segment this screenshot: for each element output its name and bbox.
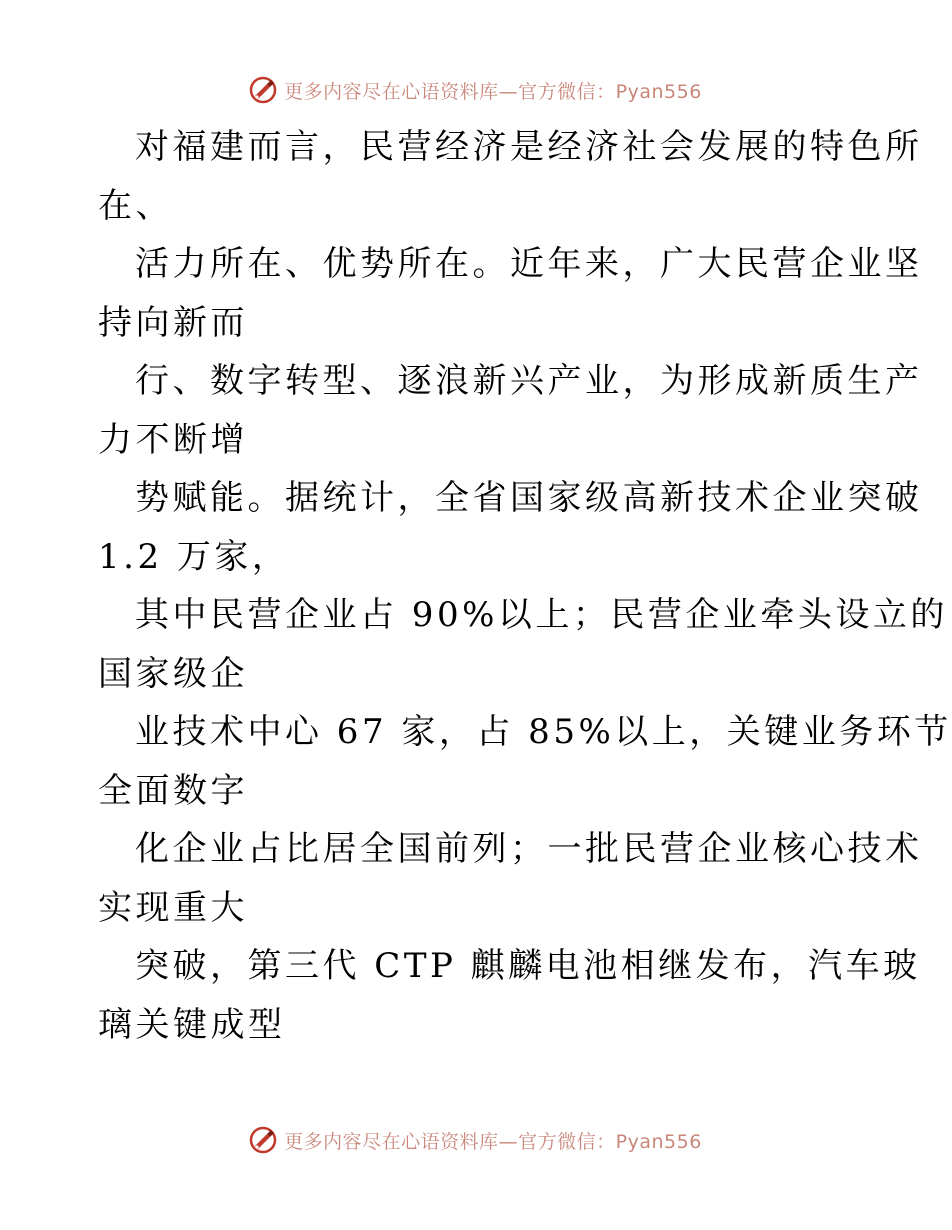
paragraph-line: 持向新而 (98, 302, 248, 343)
paragraph (98, 820, 923, 937)
paragraph (98, 586, 948, 703)
pen-logo-icon (248, 75, 278, 105)
article-body (98, 118, 952, 1054)
paragraph-line: 全面数字 (98, 770, 248, 811)
paragraph-line: 业技术中心 67 家，占 85%以上，关键业务环节 (135, 712, 952, 752)
watermark-text: 更多内容尽在心语资料库—官方微信：Pyan556 (284, 1130, 702, 1153)
paragraph-line: 势赋能。据统计，全省国家级高新技术企业突破 (135, 478, 923, 518)
paragraph (98, 235, 923, 352)
watermark-text: 更多内容尽在心语资料库—官方微信：Pyan556 (284, 80, 702, 103)
paragraph-line: 璃关键成型 (98, 1004, 286, 1045)
header-watermark (0, 70, 950, 110)
paragraph-line: 突破，第三代 CTP 麒麟电池相继发布，汽车玻 (135, 946, 921, 986)
paragraph-line: 力不断增 (98, 419, 248, 460)
paragraph-line: 其中民营企业占 90%以上；民营企业牵头设立的 (135, 595, 948, 635)
paragraph (98, 352, 923, 469)
paragraph-line: 实现重大 (98, 887, 248, 928)
paragraph-line: 化企业占比居全国前列；一批民营企业核心技术 (135, 829, 923, 869)
paragraph-line: 国家级企 (98, 653, 248, 694)
paragraph (98, 118, 923, 235)
paragraph-line: 活力所在、优势所在。近年来，广大民营企业坚 (135, 244, 923, 284)
paragraph (98, 469, 923, 586)
footer-watermark (0, 1120, 950, 1160)
pen-logo-icon (248, 1125, 278, 1155)
paragraph-line: 在、 (98, 185, 173, 226)
paragraph-line: 对福建而言，民营经济是经济社会发展的特色所 (135, 127, 923, 167)
paragraph-line: 1.2 万家， (98, 536, 290, 577)
paragraph (98, 937, 921, 1054)
paragraph-line: 行、数字转型、逐浪新兴产业，为形成新质生产 (135, 361, 923, 401)
paragraph (98, 703, 952, 820)
